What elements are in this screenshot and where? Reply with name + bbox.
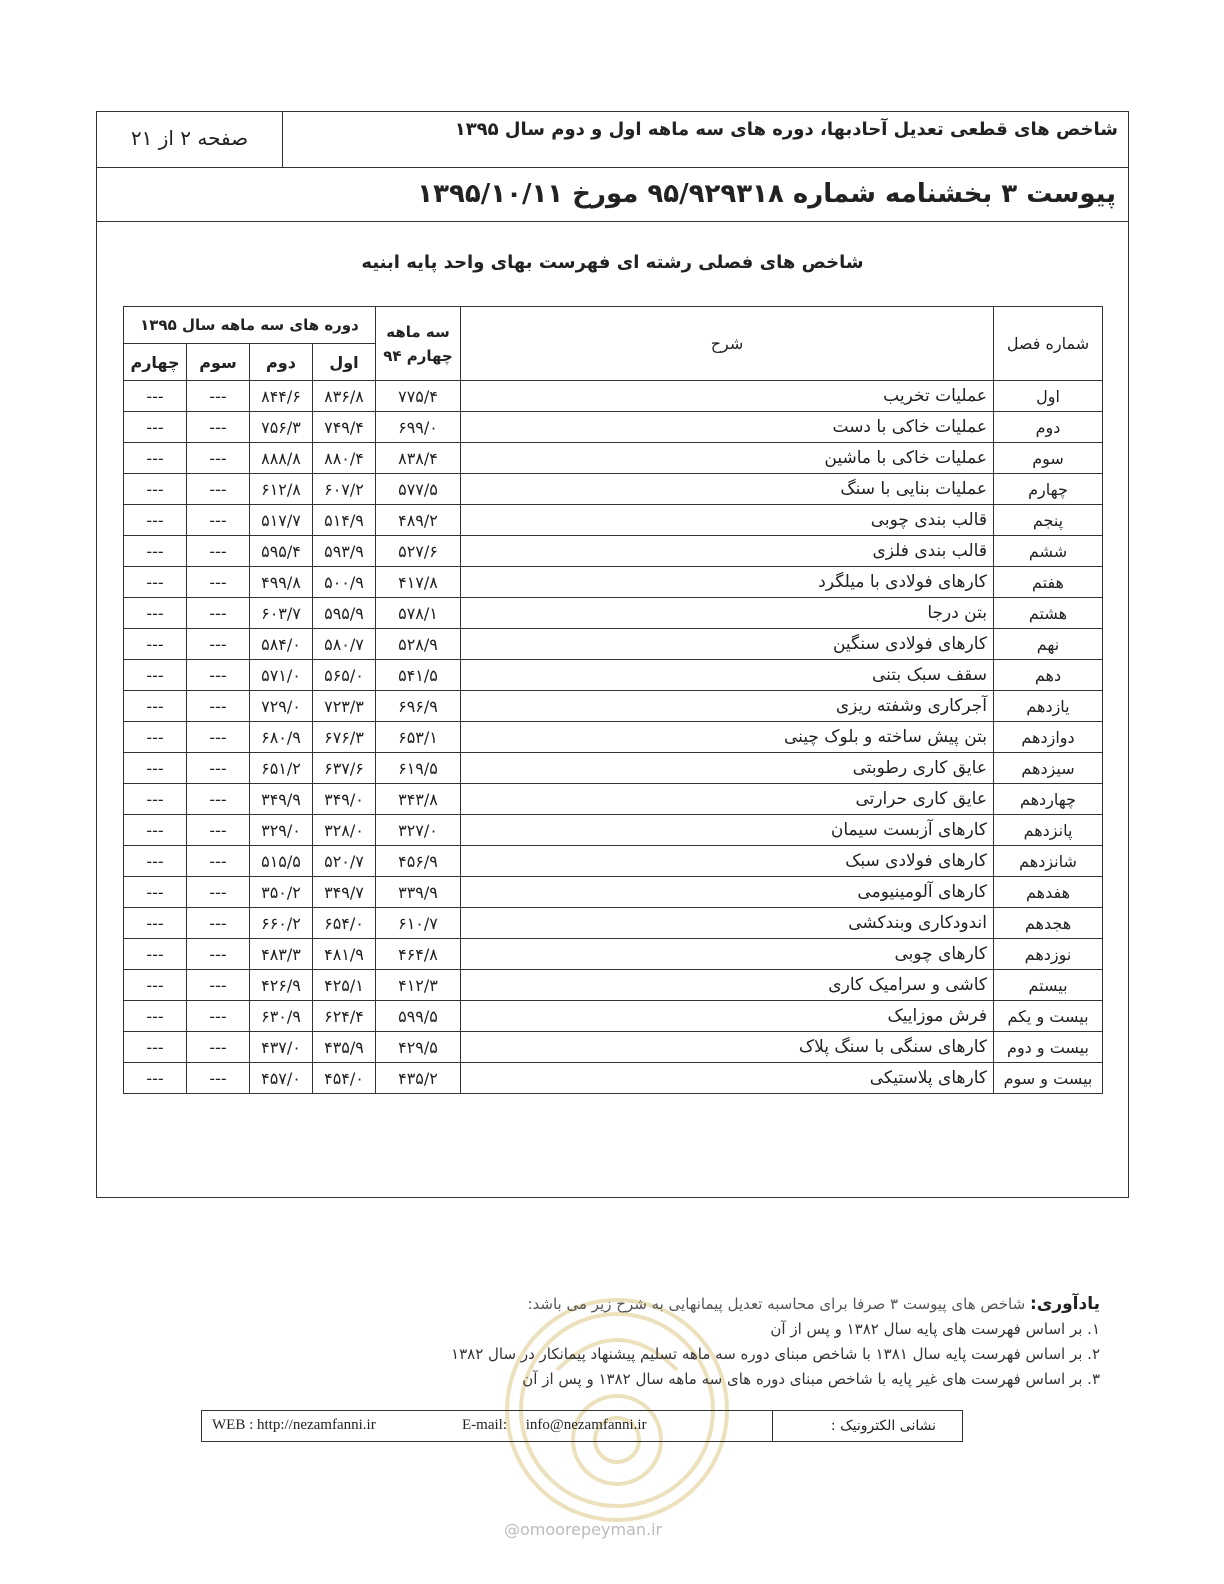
cell-chapter: هشتم <box>994 598 1103 629</box>
cell-q4: --- <box>124 567 187 598</box>
cell-description: عملیات خاکی با ماشین <box>461 443 994 474</box>
cell-q4-94: ۴۶۴/۸ <box>376 939 461 970</box>
cell-chapter: بیست و یکم <box>994 1001 1103 1032</box>
cell-q4: --- <box>124 1032 187 1063</box>
cell-q4-94: ۶۹۶/۹ <box>376 691 461 722</box>
cell-chapter: دوم <box>994 412 1103 443</box>
cell-description: قالب بندی فلزی <box>461 536 994 567</box>
cell-q2: ۳۴۹/۹ <box>250 784 313 815</box>
table-title: شاخص های فصلی رشته ای فهرست بهای واحد پایه ابنیه <box>361 252 864 273</box>
cell-q4-94: ۶۱۰/۷ <box>376 908 461 939</box>
cell-q4-94: ۵۲۷/۶ <box>376 536 461 567</box>
table-row <box>124 474 1103 505</box>
cell-q2: ۴۲۶/۹ <box>250 970 313 1001</box>
cell-q3: --- <box>187 1063 250 1094</box>
cell-q3: --- <box>187 412 250 443</box>
cell-q2: ۸۸۸/۸ <box>250 443 313 474</box>
cell-q1: ۴۲۵/۱ <box>313 970 376 1001</box>
cell-description: کارهای فولادی سنگین <box>461 629 994 660</box>
cell-q4-94: ۶۱۹/۵ <box>376 753 461 784</box>
notes-section <box>300 1292 1100 1392</box>
header-q4: چهارم <box>124 344 187 381</box>
cell-description: عملیات بنایی با سنگ <box>461 474 994 505</box>
cell-q3: --- <box>187 722 250 753</box>
table-row <box>124 660 1103 691</box>
cell-chapter: پنجم <box>994 505 1103 536</box>
cell-q1: ۴۸۱/۹ <box>313 939 376 970</box>
cell-q1: ۶۳۷/۶ <box>313 753 376 784</box>
cell-q4-94: ۴۲۹/۵ <box>376 1032 461 1063</box>
cell-q4-94: ۳۲۷/۰ <box>376 815 461 846</box>
cell-description: آجرکاری وشفته ریزی <box>461 691 994 722</box>
cell-q2: ۵۱۷/۷ <box>250 505 313 536</box>
cell-q4-94: ۴۳۵/۲ <box>376 1063 461 1094</box>
notes-item: ۱. بر اساس فهرست های پایه سال ۱۳۸۲ و پس از آن <box>770 1320 1100 1338</box>
cell-q1: ۶۵۴/۰ <box>313 908 376 939</box>
cell-q4: --- <box>124 1001 187 1032</box>
cell-q1: ۵۲۰/۷ <box>313 846 376 877</box>
header-q3: سوم <box>187 344 250 381</box>
cell-q3: --- <box>187 598 250 629</box>
cell-q4-94: ۸۳۸/۴ <box>376 443 461 474</box>
cell-q3: --- <box>187 846 250 877</box>
table-row <box>124 567 1103 598</box>
cell-q3: --- <box>187 1001 250 1032</box>
cell-q3: --- <box>187 970 250 1001</box>
web-link[interactable]: WEB : http://nezamfanni.ir <box>212 1417 376 1433</box>
page-number: صفحه ۲ از ۲۱ <box>97 112 283 167</box>
cell-chapter: سیزدهم <box>994 753 1103 784</box>
cell-chapter: شانزدهم <box>994 846 1103 877</box>
cell-description: عملیات تخریب <box>461 381 994 412</box>
header-q1: اول <box>313 344 376 381</box>
cell-q1: ۸۳۶/۸ <box>313 381 376 412</box>
cell-q4-94: ۴۸۹/۲ <box>376 505 461 536</box>
table-row <box>124 908 1103 939</box>
cell-chapter: دوازدهم <box>994 722 1103 753</box>
cell-chapter: چهاردهم <box>994 784 1103 815</box>
table-row <box>124 815 1103 846</box>
cell-q4: --- <box>124 908 187 939</box>
header-chapter-number: شماره فصل <box>994 307 1103 381</box>
cell-q2: ۶۰۳/۷ <box>250 598 313 629</box>
cell-q1: ۵۱۴/۹ <box>313 505 376 536</box>
contact-label: نشانی الکترونیک : <box>772 1411 962 1441</box>
cell-q4-94: ۴۱۲/۳ <box>376 970 461 1001</box>
cell-description: عایق کاری حرارتی <box>461 784 994 815</box>
table-row <box>124 1032 1103 1063</box>
table-row <box>124 505 1103 536</box>
cell-q2: ۴۹۹/۸ <box>250 567 313 598</box>
cell-q4-94: ۵۲۸/۹ <box>376 629 461 660</box>
cell-q4: --- <box>124 722 187 753</box>
cell-q1: ۵۹۳/۹ <box>313 536 376 567</box>
cell-chapter: نهم <box>994 629 1103 660</box>
table-row <box>124 753 1103 784</box>
cell-q2: ۶۸۰/۹ <box>250 722 313 753</box>
cell-description: کارهای آلومینیومی <box>461 877 994 908</box>
cell-description: کاشی و سرامیک کاری <box>461 970 994 1001</box>
table-row <box>124 722 1103 753</box>
cell-q2: ۳۲۹/۰ <box>250 815 313 846</box>
cell-q4-94: ۳۴۳/۸ <box>376 784 461 815</box>
cell-q2: ۶۳۰/۹ <box>250 1001 313 1032</box>
cell-chapter: بیستم <box>994 970 1103 1001</box>
cell-q2: ۷۲۹/۰ <box>250 691 313 722</box>
email-address: info@nezamfanni.ir <box>525 1417 647 1433</box>
cell-description: کارهای سنگی با سنگ پلاک <box>461 1032 994 1063</box>
cell-q4: --- <box>124 939 187 970</box>
cell-chapter: سوم <box>994 443 1103 474</box>
notes-item: ۲. بر اساس فهرست پایه سال ۱۳۸۱ با شاخص مبنای دوره سه ماهه تسلیم پیشنهاد پیمانکار در سال ۱۳۸۲ <box>451 1345 1100 1363</box>
cell-q1: ۴۵۴/۰ <box>313 1063 376 1094</box>
cell-q2: ۴۵۷/۰ <box>250 1063 313 1094</box>
email-link[interactable] <box>462 1417 647 1434</box>
notes-lead: یادآوری: <box>1029 1294 1100 1314</box>
cell-q2: ۵۷۱/۰ <box>250 660 313 691</box>
cell-q1: ۷۲۳/۳ <box>313 691 376 722</box>
cell-chapter: نوزدهم <box>994 939 1103 970</box>
cell-q4: --- <box>124 970 187 1001</box>
cell-q2: ۶۱۲/۸ <box>250 474 313 505</box>
cell-q4-94: ۴۱۷/۸ <box>376 567 461 598</box>
cell-q1: ۶۰۷/۲ <box>313 474 376 505</box>
cell-q1: ۶۲۴/۴ <box>313 1001 376 1032</box>
cell-q1: ۶۷۶/۳ <box>313 722 376 753</box>
cell-chapter: اول <box>994 381 1103 412</box>
cell-q4: --- <box>124 877 187 908</box>
cell-description: کارهای آزبست سیمان <box>461 815 994 846</box>
cell-description: عملیات خاکی با دست <box>461 412 994 443</box>
cell-description: قالب بندی چوبی <box>461 505 994 536</box>
document-title: شاخص های قطعی تعدیل آحادبها، دوره های سه ماهه اول و دوم سال ۱۳۹۵ <box>454 119 1118 140</box>
cell-chapter: یازدهم <box>994 691 1103 722</box>
cell-description: کارهای پلاستیکی <box>461 1063 994 1094</box>
cell-chapter: پانزدهم <box>994 815 1103 846</box>
cell-q1: ۵۶۵/۰ <box>313 660 376 691</box>
table-row <box>124 412 1103 443</box>
cell-q4-94: ۶۵۳/۱ <box>376 722 461 753</box>
cell-q3: --- <box>187 505 250 536</box>
table-row <box>124 381 1103 412</box>
cell-q4: --- <box>124 474 187 505</box>
table-row <box>124 691 1103 722</box>
cell-q4: --- <box>124 443 187 474</box>
cell-q2: ۵۸۴/۰ <box>250 629 313 660</box>
cell-q3: --- <box>187 691 250 722</box>
cell-q2: ۴۸۳/۳ <box>250 939 313 970</box>
index-table <box>123 306 1103 1094</box>
annex-title: پیوست ۳ بخشنامه شماره ۹۵/۹۲۹۳۱۸ مورخ ۱۳۹۵/۱۰/۱۱ <box>97 168 1128 222</box>
contact-box <box>201 1410 963 1442</box>
cell-chapter: هجدهم <box>994 908 1103 939</box>
watermark-url: @omoorepeyman.ir <box>504 1520 663 1539</box>
cell-q4-94: ۶۹۹/۰ <box>376 412 461 443</box>
table-row <box>124 784 1103 815</box>
cell-q2: ۵۱۵/۵ <box>250 846 313 877</box>
cell-q2: ۶۵۱/۲ <box>250 753 313 784</box>
cell-description: اندودکاری وبندکشی <box>461 908 994 939</box>
cell-description: عایق کاری رطوبتی <box>461 753 994 784</box>
cell-q3: --- <box>187 660 250 691</box>
cell-q3: --- <box>187 753 250 784</box>
cell-q1: ۳۴۹/۷ <box>313 877 376 908</box>
header-description: شرح <box>461 307 994 381</box>
cell-q3: --- <box>187 1032 250 1063</box>
cell-q4-94: ۵۷۷/۵ <box>376 474 461 505</box>
cell-q4: --- <box>124 505 187 536</box>
cell-description: فرش موزاییک <box>461 1001 994 1032</box>
table-body <box>124 381 1103 1094</box>
cell-q3: --- <box>187 567 250 598</box>
cell-chapter: دهم <box>994 660 1103 691</box>
cell-q1: ۵۰۰/۹ <box>313 567 376 598</box>
cell-q3: --- <box>187 877 250 908</box>
cell-q4: --- <box>124 536 187 567</box>
cell-q4-94: ۵۷۸/۱ <box>376 598 461 629</box>
cell-q4: --- <box>124 753 187 784</box>
cell-q4: --- <box>124 412 187 443</box>
cell-q4-94: ۳۳۹/۹ <box>376 877 461 908</box>
document-frame <box>96 111 1129 1198</box>
cell-q4: --- <box>124 381 187 412</box>
cell-q4-94: ۴۵۶/۹ <box>376 846 461 877</box>
cell-description: کارهای چوبی <box>461 939 994 970</box>
cell-chapter: بیست و دوم <box>994 1032 1103 1063</box>
cell-q4-94: ۵۹۹/۵ <box>376 1001 461 1032</box>
cell-q4: --- <box>124 691 187 722</box>
cell-q2: ۵۹۵/۴ <box>250 536 313 567</box>
table-row <box>124 629 1103 660</box>
cell-q1: ۷۴۹/۴ <box>313 412 376 443</box>
header-q2: دوم <box>250 344 313 381</box>
table-row <box>124 1063 1103 1094</box>
cell-q3: --- <box>187 939 250 970</box>
cell-q4: --- <box>124 784 187 815</box>
cell-description: سقف سبک بتنی <box>461 660 994 691</box>
cell-q2: ۶۶۰/۲ <box>250 908 313 939</box>
table-row <box>124 877 1103 908</box>
header-bar <box>97 112 1128 168</box>
table-row <box>124 939 1103 970</box>
cell-description: بتن پیش ساخته و بلوک چینی <box>461 722 994 753</box>
cell-q3: --- <box>187 629 250 660</box>
notes-item: ۳. بر اساس فهرست های غیر پایه با شاخص مبنای دوره های سه ماهه سال ۱۳۸۲ و پس از آن <box>522 1370 1100 1388</box>
cell-q2: ۳۵۰/۲ <box>250 877 313 908</box>
cell-description: کارهای فولادی با میلگرد <box>461 567 994 598</box>
cell-q4-94: ۷۷۵/۴ <box>376 381 461 412</box>
cell-q4-94: ۵۴۱/۵ <box>376 660 461 691</box>
header-q4-94: سه ماهه چهارم ۹۴ <box>376 307 461 381</box>
cell-q3: --- <box>187 381 250 412</box>
cell-q4: --- <box>124 598 187 629</box>
cell-q2: ۷۵۶/۳ <box>250 412 313 443</box>
cell-chapter: بیست و سوم <box>994 1063 1103 1094</box>
cell-q2: ۸۴۴/۶ <box>250 381 313 412</box>
cell-q1: ۳۲۸/۰ <box>313 815 376 846</box>
cell-q3: --- <box>187 784 250 815</box>
cell-q1: ۵۸۰/۷ <box>313 629 376 660</box>
cell-q1: ۸۸۰/۴ <box>313 443 376 474</box>
cell-q2: ۴۳۷/۰ <box>250 1032 313 1063</box>
notes-intro: شاخص های پیوست ۳ صرفا برای محاسبه تعدیل پیمانهایی به شرح زیر می باشد: <box>527 1295 1026 1313</box>
cell-q1: ۵۹۵/۹ <box>313 598 376 629</box>
cell-q3: --- <box>187 443 250 474</box>
table-row <box>124 970 1103 1001</box>
cell-q1: ۴۳۵/۹ <box>313 1032 376 1063</box>
table-row <box>124 536 1103 567</box>
header-periods-1395: دوره های سه ماهه سال ۱۳۹۵ <box>124 307 376 344</box>
cell-chapter: هفتم <box>994 567 1103 598</box>
table-row <box>124 846 1103 877</box>
table-row <box>124 1001 1103 1032</box>
cell-q3: --- <box>187 815 250 846</box>
cell-chapter: چهارم <box>994 474 1103 505</box>
cell-description: بتن درجا <box>461 598 994 629</box>
table-row <box>124 443 1103 474</box>
cell-q4: --- <box>124 846 187 877</box>
cell-q4: --- <box>124 629 187 660</box>
cell-q3: --- <box>187 474 250 505</box>
cell-q3: --- <box>187 908 250 939</box>
cell-chapter: ششم <box>994 536 1103 567</box>
cell-q4: --- <box>124 1063 187 1094</box>
cell-q3: --- <box>187 536 250 567</box>
cell-q4: --- <box>124 815 187 846</box>
cell-q1: ۳۴۹/۰ <box>313 784 376 815</box>
email-label: E-mail: <box>462 1417 507 1433</box>
table-row <box>124 598 1103 629</box>
cell-q4: --- <box>124 660 187 691</box>
cell-description: کارهای فولادی سبک <box>461 846 994 877</box>
cell-chapter: هفدهم <box>994 877 1103 908</box>
